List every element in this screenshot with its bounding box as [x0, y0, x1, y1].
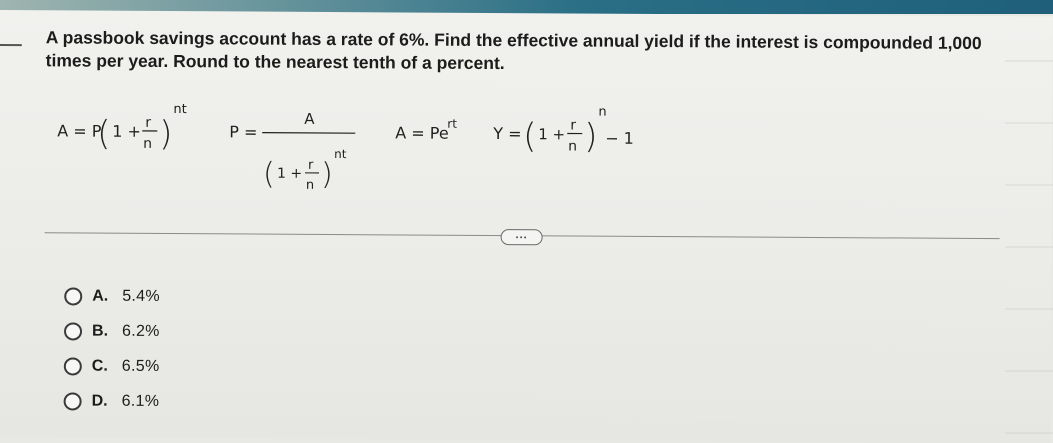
svg-text:1 +: 1 + — [112, 122, 141, 141]
svg-text:): ) — [159, 114, 173, 154]
formula-row — [57, 92, 678, 206]
svg-text:r: r — [570, 117, 576, 133]
svg-text:A: A — [304, 110, 315, 128]
svg-text:1 +: 1 + — [277, 166, 302, 182]
svg-text:r: r — [308, 158, 314, 173]
radio-button[interactable] — [64, 357, 82, 375]
svg-text:(: ( — [523, 116, 537, 156]
margin-mark — [0, 44, 22, 46]
svg-text:A = P: A = P — [57, 121, 102, 140]
option-a[interactable] — [64, 278, 160, 314]
option-value: 6.1% — [122, 392, 160, 410]
svg-text:nt: nt — [334, 147, 347, 161]
option-value: 6.2% — [122, 322, 160, 340]
formula-continuous — [395, 116, 457, 142]
svg-text:n: n — [598, 105, 606, 120]
option-c[interactable] — [64, 348, 160, 384]
svg-text:1 +: 1 + — [538, 125, 565, 143]
expand-more-button[interactable]: ... — [501, 229, 543, 245]
svg-text:Y =: Y = — [492, 124, 521, 143]
question-text: A passbook savings account has a rate of 6%. Find the effective annual yield if the interest is compounded 1,000 times per year. Round to the nearest tenth of a percent. — [46, 26, 1031, 78]
option-letter: D. — [92, 392, 122, 410]
option-b[interactable] — [64, 313, 160, 349]
option-value: 6.5% — [122, 357, 160, 375]
formula-present-value — [229, 109, 356, 193]
option-d[interactable] — [64, 383, 160, 419]
svg-text:− 1: − 1 — [605, 129, 634, 148]
radio-button[interactable] — [64, 287, 82, 305]
svg-text:(: ( — [97, 114, 111, 154]
svg-text:r: r — [145, 115, 151, 131]
option-value: 5.4% — [122, 287, 160, 305]
svg-text:n: n — [568, 138, 577, 154]
svg-text:nt: nt — [173, 102, 186, 117]
svg-text:A = Pe: A = Pe — [395, 123, 449, 142]
formula-effective-yield — [492, 104, 634, 157]
page-edge-shadow — [1005, 0, 1053, 437]
option-letter: A. — [92, 287, 122, 305]
formula-compound-amount — [57, 101, 187, 154]
answer-options — [64, 278, 161, 419]
svg-text:(: ( — [263, 157, 275, 192]
radio-button[interactable] — [64, 392, 82, 410]
svg-text:P =: P = — [229, 122, 257, 141]
question-page — [0, 10, 1053, 443]
svg-text:n: n — [306, 178, 314, 193]
svg-text:): ) — [584, 117, 598, 157]
svg-text:rt: rt — [447, 117, 457, 131]
option-letter: B. — [92, 322, 122, 340]
svg-text:n: n — [143, 136, 152, 152]
radio-button[interactable] — [64, 322, 82, 340]
svg-text:): ) — [321, 157, 333, 192]
option-letter: C. — [92, 357, 122, 375]
